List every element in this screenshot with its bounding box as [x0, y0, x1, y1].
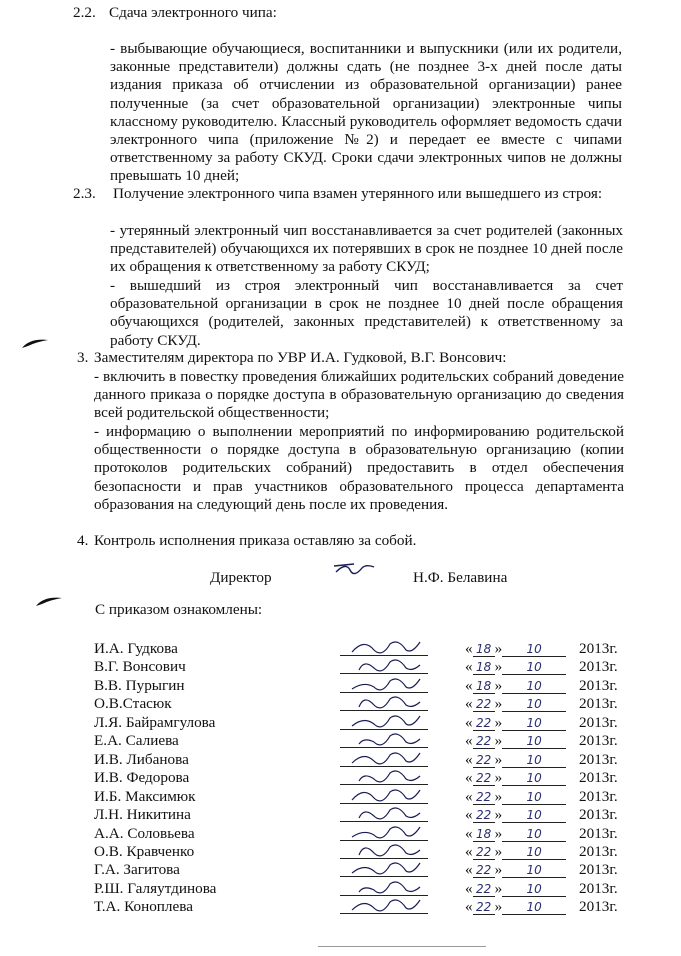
employee-name: Л.Я. Байрамгулова — [94, 713, 216, 731]
date-month: 10 — [502, 808, 566, 823]
employee-name: О.В.Стасюк — [94, 695, 172, 713]
signature-date — [465, 879, 618, 898]
quote-open: « — [465, 640, 473, 657]
employee-name: Г.А. Загитова — [94, 861, 180, 879]
director-name: Н.Ф. Белавина — [413, 569, 508, 586]
quote-open: « — [465, 658, 473, 676]
date-year: 2013г. — [579, 658, 618, 676]
director-title: Директор — [210, 569, 272, 586]
date-day: 22 — [473, 790, 495, 805]
signature-date — [465, 787, 618, 806]
section-paragraph: - информацию о выполнении мероприятий по информированию родительской общественности о порядке доступа в образовательную организацию (копии протоколов родительских собраний) предоставить в отдел обеспечения безопасности и прав участников образовательного процесса департамента образования на следующий день после их проведения. — [94, 423, 624, 513]
handwritten-signature — [346, 894, 426, 916]
quote-open: « — [465, 787, 473, 805]
date-month: 10 — [502, 827, 566, 842]
quote-open: « — [465, 713, 473, 731]
date-day: 22 — [473, 734, 495, 749]
employee-name: Р.Ш. Галяутдинова — [94, 879, 217, 897]
section-paragraph: - выбывающие обучающиеся, воспитанники и выпускники (или их родители, законные представители) должны сдать (не позднее 3-х дней после даты издания приказа об отчислении из образовательной организации) ранее полученные (за счет образовательной организации) электронные чипы классному руководителю. Классный руководитель оформляет ведомость сдачи электронного чипа (приложение №2) и передает ее вместе с чипами ответственному за работу СКУД. Сроки сдачи электронных чипов не должны превышать 10 дней; — [110, 40, 622, 185]
date-year: 2013г. — [579, 842, 618, 860]
date-day: 22 — [473, 882, 495, 897]
signature-date — [465, 842, 618, 861]
quote-close: » — [494, 676, 503, 694]
date-year: 2013г. — [579, 861, 618, 879]
employee-name: О.В. Кравченко — [94, 842, 195, 860]
signature-date — [465, 695, 618, 713]
employee-name: В.Г. Вонсович — [94, 658, 186, 676]
acknowledgement-row — [94, 898, 634, 916]
date-month: 10 — [502, 660, 566, 675]
date-day: 22 — [473, 900, 495, 915]
signature-date — [465, 750, 618, 769]
quote-close: » — [494, 658, 503, 676]
director-signature — [330, 558, 378, 580]
acknowledgement-title: С приказом ознакомлены: — [95, 601, 263, 618]
quote-close: » — [494, 695, 503, 713]
date-day: 22 — [473, 845, 495, 860]
date-month: 10 — [502, 845, 566, 860]
signature-date — [465, 898, 618, 916]
section-title: Получение электронного чипа взамен утерянного или вышедшего из строя: — [113, 185, 603, 202]
signature-date — [465, 640, 618, 658]
date-month: 10 — [502, 863, 566, 878]
quote-close: » — [494, 713, 503, 731]
quote-open: « — [465, 842, 473, 860]
quote-open: « — [465, 898, 473, 916]
date-day: 22 — [473, 771, 495, 786]
date-year: 2013г. — [579, 732, 618, 750]
date-month: 10 — [502, 790, 566, 805]
quote-close: » — [494, 806, 503, 824]
date-year: 2013г. — [579, 787, 618, 805]
employee-name: В.В. Пурыгин — [94, 676, 185, 694]
quote-open: « — [465, 861, 473, 879]
quote-close: » — [494, 898, 503, 916]
date-month: 10 — [502, 734, 566, 749]
employee-name: А.А. Соловьева — [94, 824, 195, 842]
signature-date — [465, 676, 618, 695]
quote-open: « — [465, 750, 473, 768]
date-month: 10 — [502, 679, 566, 694]
section-title: Сдача электронного чипа: — [109, 4, 277, 21]
date-year: 2013г. — [579, 750, 618, 768]
date-day: 18 — [473, 660, 495, 675]
date-year: 2013г. — [579, 695, 618, 713]
quote-open: « — [465, 732, 473, 750]
signature-date — [465, 824, 618, 843]
quote-open: « — [465, 806, 473, 824]
date-year: 2013г. — [579, 676, 618, 694]
employee-name: Т.А. Коноплева — [94, 898, 193, 916]
quote-close: » — [494, 787, 503, 805]
section-paragraph: - вышедший из строя электронный чип восстанавливается за счет образовательной организации в срок не позднее 10 дней после обращения обучающихся (родителей, законных представителей) к ответственному за работу СКУД. — [110, 277, 623, 349]
employee-name: И.А. Гудкова — [94, 640, 178, 657]
date-year: 2013г. — [579, 879, 618, 897]
date-day: 22 — [473, 808, 495, 823]
date-month: 10 — [502, 882, 566, 897]
date-month: 10 — [502, 771, 566, 786]
quote-open: « — [465, 676, 473, 694]
date-year: 2013г. — [579, 824, 618, 842]
date-day: 22 — [473, 863, 495, 878]
quote-close: » — [494, 640, 503, 657]
date-month: 10 — [502, 697, 566, 712]
quote-open: « — [465, 879, 473, 897]
quote-open: « — [465, 824, 473, 842]
quote-open: « — [465, 695, 473, 713]
section-number: 2.3. — [73, 185, 96, 202]
signature-date — [465, 713, 618, 732]
quote-open: « — [465, 769, 473, 787]
date-day: 22 — [473, 753, 495, 768]
footer-divider — [318, 946, 486, 947]
date-day: 22 — [473, 716, 495, 731]
section-number: 4. — [77, 532, 89, 549]
section-paragraph: - утерянный электронный чип восстанавливается за счет родителей (законных представителей) обучающихся их потерявших в срок не позднее 10 дней после их обращения к ответственному за работу СКУД; — [110, 222, 623, 276]
date-year: 2013г. — [579, 769, 618, 787]
section-paragraph: - включить в повестку проведения ближайших родительских собраний доведение данного приказа о порядке доступа в образовательную организацию до сведения всей родительской общественности; — [94, 368, 624, 422]
signature-date — [465, 732, 618, 750]
employee-name: Е.А. Салиева — [94, 732, 179, 750]
date-day: 22 — [473, 697, 495, 712]
margin-mark — [34, 594, 64, 610]
date-day: 18 — [473, 642, 495, 657]
margin-mark — [20, 336, 50, 352]
quote-close: » — [494, 861, 503, 879]
date-year: 2013г. — [579, 713, 618, 731]
date-year: 2013г. — [579, 640, 618, 657]
employee-name: И.В. Либанова — [94, 750, 189, 768]
quote-close: » — [494, 879, 503, 897]
date-day: 18 — [473, 679, 495, 694]
signature-date — [465, 861, 618, 879]
date-month: 10 — [502, 753, 566, 768]
quote-close: » — [494, 750, 503, 768]
date-month: 10 — [502, 900, 566, 915]
employee-name: И.Б. Максимюк — [94, 787, 196, 805]
quote-close: » — [494, 732, 503, 750]
date-day: 18 — [473, 827, 495, 842]
date-month: 10 — [502, 642, 566, 657]
date-year: 2013г. — [579, 806, 618, 824]
section-text: Контроль исполнения приказа оставляю за собой. — [94, 532, 417, 549]
employee-name: И.В. Федорова — [94, 769, 190, 787]
date-year: 2013г. — [579, 898, 618, 916]
section-title: Заместителям директора по УВР И.А. Гудковой, В.Г. Вонсович: — [94, 349, 507, 366]
signature-date — [465, 658, 618, 676]
quote-close: » — [494, 769, 503, 787]
signature-date — [465, 806, 618, 824]
section-number: 2.2. — [73, 4, 96, 21]
signature-date — [465, 769, 618, 787]
employee-name: Л.Н. Никитина — [94, 806, 191, 824]
quote-close: » — [494, 842, 503, 860]
quote-close: » — [494, 824, 503, 842]
date-month: 10 — [502, 716, 566, 731]
section-number: 3. — [77, 349, 89, 366]
